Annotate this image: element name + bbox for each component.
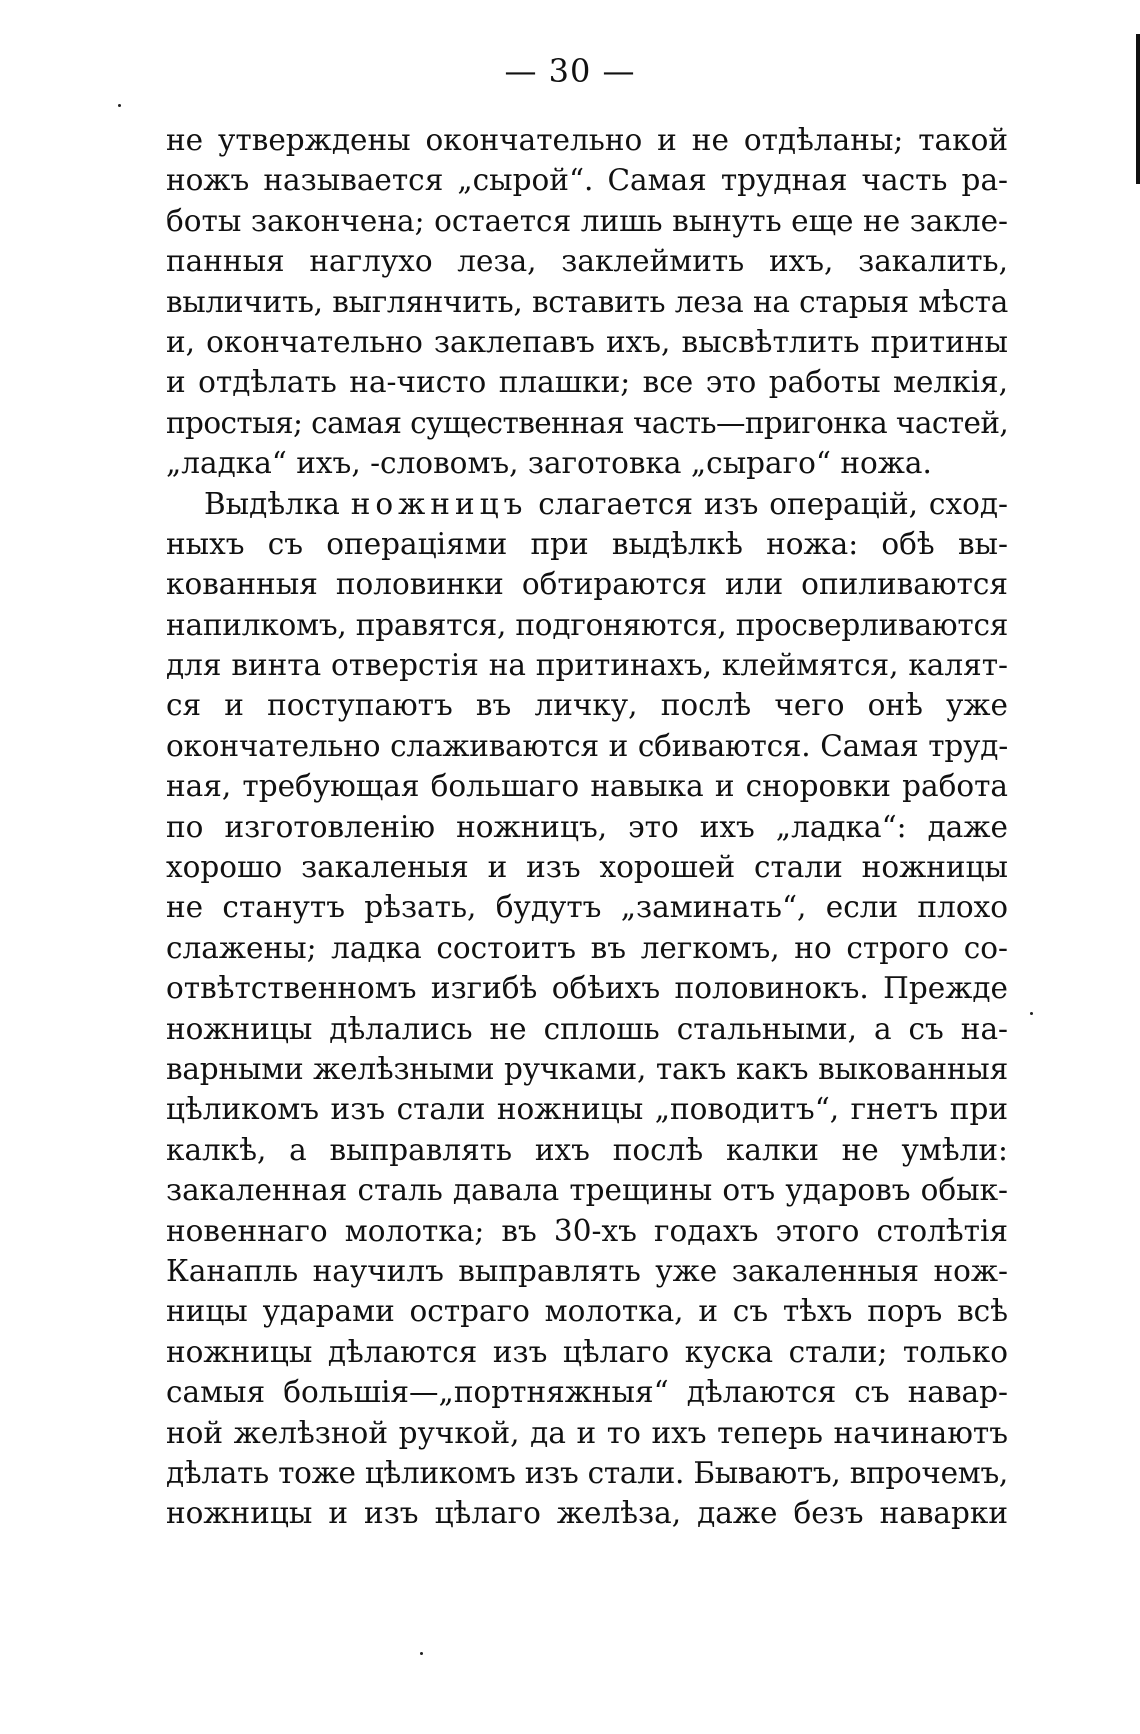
text-line: не утверждены окончательно и не отдѣланы; такой bbox=[166, 123, 1008, 157]
text-line: ная, требующая большаго навыка и сноровки работа bbox=[166, 769, 1008, 804]
text-line: не станутъ рѣзать, будутъ „заминать“, если плохо bbox=[166, 890, 1008, 925]
paragraph-2 bbox=[166, 484, 1008, 1534]
text-line: кованныя половинки обтираются или опиливаются bbox=[166, 567, 1008, 602]
page-number: — 30 — bbox=[504, 52, 636, 90]
text-line: ницы ударами остраго молотка, и съ тѣхъ поръ всѣ bbox=[166, 1294, 1008, 1329]
text-line: ныхъ съ операціями при выдѣлкѣ ножа: обѣ вы- bbox=[166, 526, 1008, 561]
scan-speck bbox=[420, 1652, 423, 1655]
text-line: выличить, выглянчить, вставить леза на старыя мѣста bbox=[166, 284, 1008, 319]
text-line: новеннаго молотка; въ 30-хъ годахъ этого столѣтія bbox=[166, 1213, 1008, 1248]
text-line: слажены; ладка состоитъ въ легкомъ, но строго со- bbox=[166, 930, 1008, 965]
text-segment: Выдѣлка bbox=[204, 486, 340, 521]
text-line: ножницы дѣлались не сплошь стальными, а съ на- bbox=[166, 1011, 1008, 1046]
text-line: по изготовленію ножницъ, это ихъ „ладка“: даже bbox=[166, 809, 1008, 844]
scan-speck bbox=[1030, 1012, 1033, 1015]
text-line: ной желѣзной ручкой, да и то ихъ теперь начинаютъ bbox=[166, 1415, 1008, 1450]
text-line: отвѣтственномъ изгибѣ обѣихъ половинокъ. Прежде bbox=[166, 971, 1008, 1006]
text-segment: слагается изъ операцій, сход- bbox=[538, 486, 1008, 521]
text-line: ножницы дѣлаются изъ цѣлаго куска стали; только bbox=[166, 1334, 1008, 1369]
text-line: и, окончательно заклепавъ ихъ, высвѣтлить притины bbox=[166, 324, 1008, 359]
text-line: окончательно слаживаются и сбиваются. Самая труд- bbox=[166, 728, 1008, 763]
paragraph-1 bbox=[166, 120, 1008, 484]
text-line: панныя наглухо леза, заклеймить ихъ, закалить, bbox=[166, 244, 1008, 279]
text-line: калкѣ, а выправлять ихъ послѣ калки не умѣли: bbox=[166, 1132, 1008, 1167]
text-line: цѣликомъ изъ стали ножницы „поводитъ“, гнетъ при bbox=[166, 1092, 1008, 1127]
text-line bbox=[166, 484, 1008, 524]
text-line: варными желѣзными ручками, такъ какъ выкованныя bbox=[166, 1051, 1008, 1086]
text-line: ножъ называется „сырой“. Самая трудная часть ра- bbox=[166, 163, 1008, 198]
scan-speck bbox=[118, 104, 121, 107]
text-line: „ладка“ ихъ, -словомъ, заготовка „сыраго“ ножа. bbox=[166, 446, 932, 481]
text-line: дѣлать тоже цѣликомъ изъ стали. Бываютъ, впрочемъ, bbox=[166, 1455, 1008, 1490]
text-line: хорошо закаленыя и изъ хорошей стали ножницы bbox=[166, 850, 1008, 885]
text-line: простыя; самая существенная часть—пригонка частей, bbox=[166, 405, 1009, 440]
text-line: боты закончена; остается лишь вынуть еще не закле- bbox=[166, 203, 1008, 238]
emphasized-word: ножницъ bbox=[350, 486, 528, 521]
text-line: Канапль научилъ выправлять уже закаленныя нож- bbox=[166, 1253, 1008, 1288]
text-line: закаленная сталь давала трещины отъ ударовъ обык- bbox=[166, 1173, 1008, 1208]
text-line: ся и поступаютъ въ личку, послѣ чего онѣ уже bbox=[166, 688, 1008, 723]
text-line: ножницы и изъ цѣлаго желѣза, даже безъ наварки bbox=[166, 1496, 1008, 1531]
body-text bbox=[166, 120, 1008, 1534]
text-line: и отдѣлать на-чисто плашки; все это работы мелкія, bbox=[166, 365, 1008, 400]
text-line: самыя большія—„портняжныя“ дѣлаются съ навар- bbox=[166, 1375, 1008, 1410]
text-line: напилкомъ, правятся, подгоняются, просверливаются bbox=[166, 607, 1009, 642]
text-line: для винта отверстія на притинахъ, клеймятся, калят- bbox=[166, 648, 1008, 683]
